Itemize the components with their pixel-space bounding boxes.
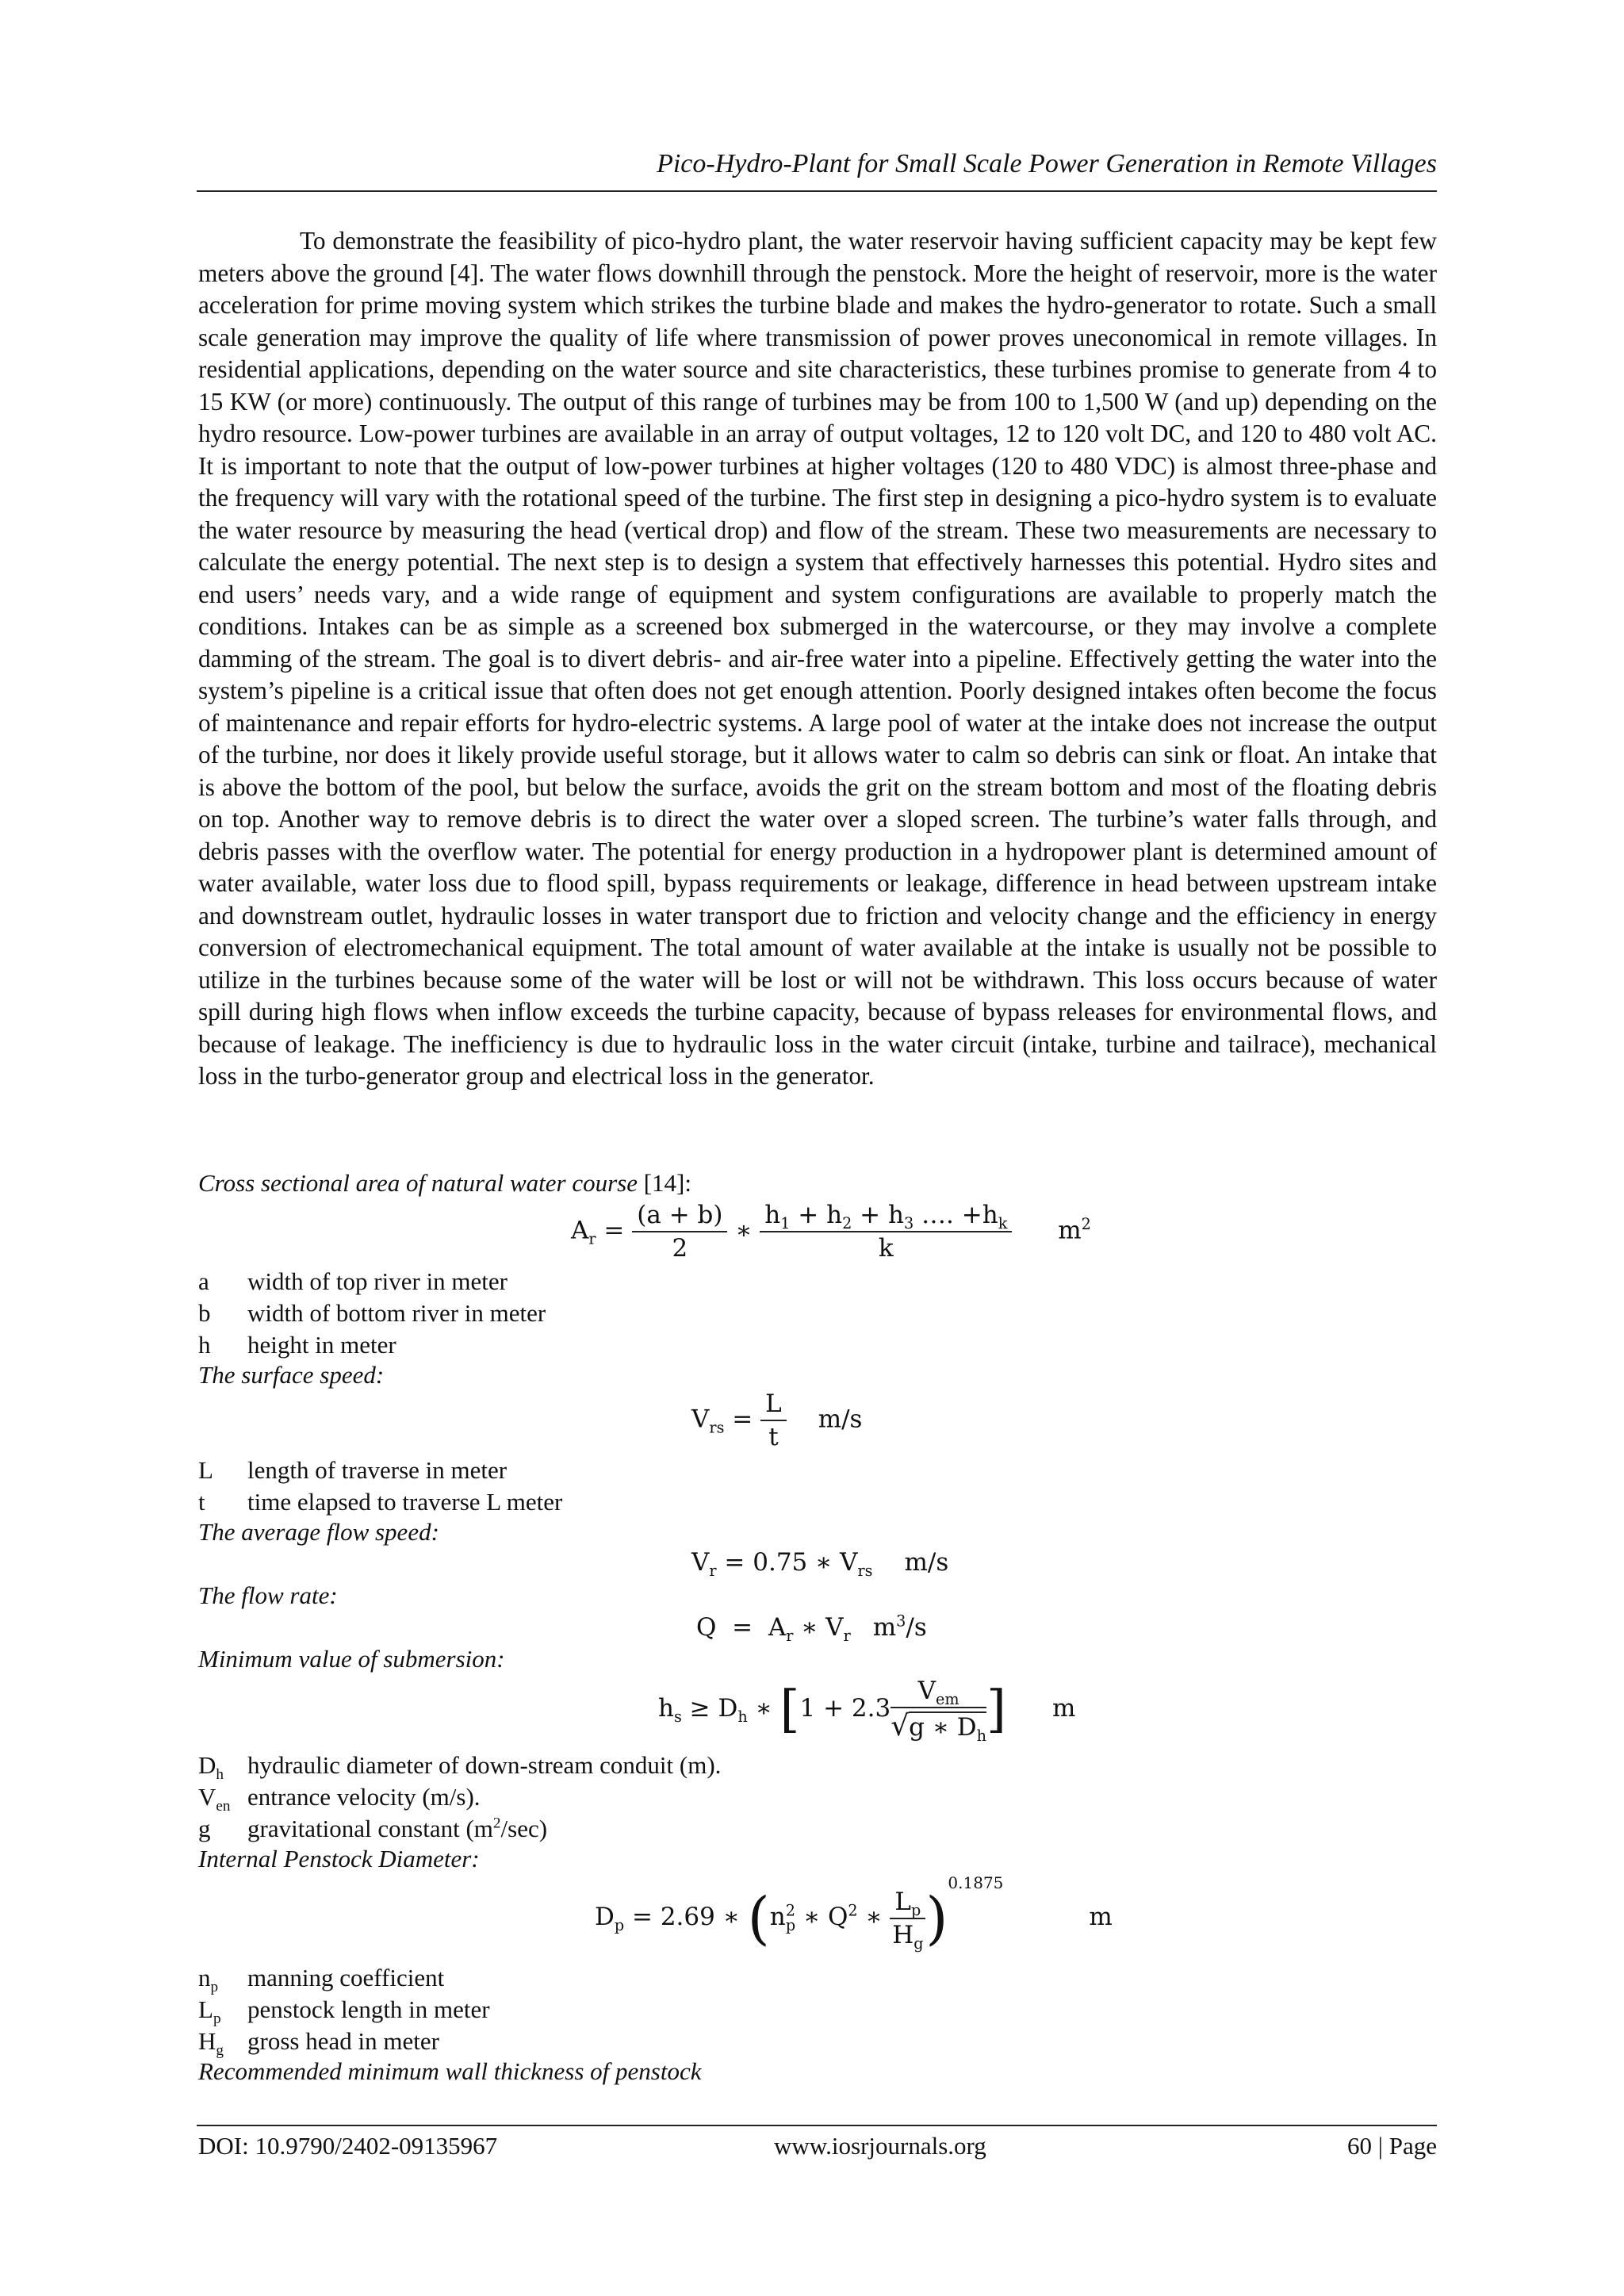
- eq-pen-den-sub: g: [914, 1934, 924, 1953]
- eq-area-lhs: A: [571, 1216, 589, 1245]
- eq-area-h1-sub: 1: [780, 1214, 791, 1233]
- def-row-L: [198, 1455, 562, 1486]
- eq-pen-rhs: = 2.69 ∗: [624, 1903, 748, 1931]
- def-symbol: h: [198, 1331, 211, 1359]
- eq-sub-lhs-sub: s: [673, 1708, 682, 1727]
- defs-speed: [198, 1455, 562, 1518]
- eq-sub-unit: m: [1052, 1694, 1076, 1723]
- def-row-np: [198, 1962, 490, 1994]
- equation-average-speed: [691, 1548, 949, 1581]
- eq-sub-den-radicand: [909, 1711, 987, 1746]
- eq-pen-lhs-sub: p: [614, 1916, 625, 1935]
- eq-pen-den: [890, 1919, 925, 1953]
- def-text: manning coefficient: [247, 1964, 445, 1991]
- def-symbol-sub: p: [210, 1979, 219, 1996]
- eq-pen-paren-left: (: [747, 1884, 770, 1952]
- def-symbol-main: H: [198, 2027, 216, 2055]
- def-text: [247, 1813, 547, 1845]
- eq-flow-unit-tail: /s: [906, 1613, 927, 1642]
- eq-pen-paren-right: ): [925, 1884, 948, 1952]
- def-symbol-main: n: [198, 1964, 211, 1991]
- def-text: length of traverse in meter: [247, 1456, 508, 1484]
- def-symbol: [198, 1962, 247, 1994]
- eq-pen-lhs: D: [595, 1903, 615, 1931]
- equation-surface-speed: [691, 1389, 862, 1451]
- def-text-sup: 2: [492, 1815, 501, 1832]
- def-symbol-main: L: [198, 1995, 213, 2023]
- def-row-b: [198, 1297, 546, 1329]
- eq-area-equals: =: [596, 1216, 633, 1245]
- eq-area-frac1-den: 2: [672, 1234, 688, 1263]
- submersion-label: Minimum value of submersion:: [198, 1645, 505, 1673]
- eq-pen-num: [890, 1888, 925, 1919]
- equation-penstock: [595, 1873, 1113, 1953]
- eq-pen-q-sup: 2: [848, 1901, 858, 1920]
- eq-surface-equals: =: [724, 1405, 761, 1434]
- def-symbol: [198, 1994, 247, 2026]
- eq-sub-frac: [891, 1677, 987, 1746]
- surface-speed-label: The surface speed:: [198, 1361, 385, 1389]
- footer-site: www.iosrjournals.org: [774, 2132, 986, 2160]
- eq-area-frac2-num: [760, 1201, 1012, 1232]
- eq-surface-lhs-sub: rs: [709, 1418, 725, 1437]
- def-text: time elapsed to traverse L meter: [247, 1488, 563, 1516]
- def-row-hg: [198, 2026, 490, 2060]
- footer-rule: [197, 2125, 1437, 2126]
- eq-flow-equals: = A: [716, 1613, 787, 1642]
- eq-pen-star: ∗: [857, 1903, 891, 1931]
- eq-area-h2-sub: 2: [842, 1214, 852, 1233]
- eq-pen-exp: 0.1875: [948, 1873, 1004, 1892]
- def-symbol: a: [198, 1267, 209, 1295]
- eq-surface-lhs: V: [691, 1405, 710, 1434]
- eq-area-h1: h: [764, 1201, 781, 1229]
- def-symbol-sub: en: [216, 1798, 231, 1815]
- eq-area-frac2: [760, 1201, 1012, 1263]
- sqrt-icon: √: [891, 1710, 910, 1742]
- eq-area-frac1: [632, 1201, 727, 1263]
- def-row-a: [198, 1266, 546, 1297]
- def-row-lp: [198, 1994, 490, 2026]
- eq-sub-den-sub: h: [976, 1727, 987, 1746]
- eq-pen-den-h: H: [892, 1920, 914, 1949]
- eq-area-hk-sub: k: [998, 1214, 1008, 1233]
- def-row-g: [198, 1813, 721, 1845]
- def-symbol: t: [198, 1488, 205, 1516]
- eq-sub-rel: ≥ D: [681, 1694, 738, 1723]
- equation-flow-rate: [696, 1612, 927, 1646]
- def-symbol: [198, 2026, 247, 2060]
- eq-sub-bracket-right: ]: [986, 1680, 1006, 1739]
- eq-sub-den-g: g ∗ D: [909, 1713, 977, 1742]
- eq-surface-unit: m/s: [818, 1405, 863, 1434]
- def-text: width of bottom river in meter: [247, 1299, 546, 1327]
- eq-avg-unit: m/s: [904, 1548, 949, 1577]
- cross-section-ref: [14]:: [637, 1169, 691, 1197]
- eq-area-h3: + h: [852, 1201, 904, 1229]
- eq-area-unit: m: [1058, 1216, 1082, 1245]
- eq-avg-rhs: = 0.75 ∗ V: [716, 1548, 858, 1577]
- eq-surface-frac: [760, 1389, 787, 1451]
- eq-area-lhs-sub: r: [588, 1229, 596, 1248]
- eq-pen-n-sup: 2: [785, 1901, 795, 1920]
- def-row-h: [198, 1329, 546, 1361]
- eq-pen-num-l: L: [894, 1887, 912, 1916]
- eq-sub-num: [891, 1677, 986, 1708]
- running-title: Pico-Hydro-Plant for Small Scale Power Generation in Remote Villages: [657, 149, 1437, 178]
- defs-penstock: [198, 1962, 490, 2060]
- eq-flow-unit-sup: 3: [896, 1612, 906, 1631]
- eq-avg-lhs: V: [691, 1548, 710, 1577]
- eq-pen-frac: [890, 1887, 925, 1953]
- equation-area: [571, 1201, 1091, 1263]
- eq-area-frac2-den: k: [878, 1234, 894, 1263]
- eq-sub-bracket-left: [: [779, 1680, 800, 1739]
- def-text: width of top river in meter: [247, 1267, 508, 1295]
- def-text: penstock length in meter: [247, 1995, 490, 2023]
- def-symbol: b: [198, 1299, 211, 1327]
- eq-sub-one: 1 + 2.3: [799, 1694, 891, 1723]
- eq-sub-num-v: V: [917, 1677, 936, 1705]
- wall-thickness-label: Recommended minimum wall thickness of penstock: [198, 2057, 702, 2085]
- def-text: height in meter: [247, 1331, 396, 1359]
- defs-area: [198, 1266, 546, 1361]
- eq-surface-num: L: [760, 1389, 787, 1421]
- penstock-label: Internal Penstock Diameter:: [198, 1845, 480, 1872]
- def-symbol: [198, 1781, 247, 1813]
- eq-pen-n: n: [769, 1903, 786, 1931]
- cross-section-label: [198, 1169, 691, 1198]
- flow-rate-label: The flow rate:: [198, 1581, 338, 1609]
- eq-pen-num-sub: p: [911, 1900, 921, 1919]
- def-text-tail: /sec): [500, 1815, 548, 1842]
- eq-flow-lhs: Q: [696, 1613, 717, 1642]
- footer-page-number: 60 | Page: [1347, 2132, 1437, 2160]
- def-symbol-main: D: [198, 1751, 216, 1779]
- eq-area-op: ∗: [727, 1216, 760, 1245]
- def-text-main: gravitational constant (m: [247, 1815, 493, 1842]
- eq-sub-d-sub: h: [737, 1708, 748, 1727]
- def-row-dh: [198, 1750, 722, 1784]
- def-row-t: [198, 1486, 562, 1518]
- def-symbol-sub: h: [216, 1766, 224, 1784]
- avg-speed-label: The average flow speed:: [198, 1518, 439, 1546]
- eq-area-hk: …. +h: [914, 1201, 998, 1229]
- def-text: entrance velocity (m/s).: [247, 1783, 481, 1811]
- def-symbol: g: [198, 1815, 211, 1842]
- eq-surface-den: t: [768, 1423, 779, 1451]
- def-symbol-sub: p: [213, 2010, 221, 2028]
- eq-pen-n-sub: p: [785, 1916, 796, 1935]
- eq-sub-num-sub: em: [936, 1690, 959, 1709]
- footer-doi: DOI: 10.9790/2402-09135967: [198, 2132, 498, 2160]
- def-text: gross head in meter: [247, 2027, 439, 2055]
- defs-submersion: [198, 1750, 721, 1845]
- eq-area-h2: + h: [790, 1201, 843, 1229]
- eq-avg-rhs-sub: rs: [857, 1562, 873, 1581]
- eq-area-frac1-num: (a + b): [632, 1201, 727, 1232]
- def-symbol-sub: g: [216, 2042, 224, 2060]
- eq-flow-mid: ∗ V: [793, 1613, 844, 1642]
- eq-sub-lhs: h: [658, 1694, 674, 1723]
- eq-flow-v-sub: r: [843, 1627, 851, 1646]
- def-symbol-main: V: [198, 1783, 216, 1811]
- def-symbol: [198, 1750, 247, 1784]
- equation-submersion: [658, 1677, 1076, 1746]
- eq-sub-den: [891, 1708, 987, 1746]
- cross-section-label-text: Cross sectional area of natural water course: [198, 1169, 638, 1197]
- def-text: hydraulic diameter of down-stream conduit (m).: [247, 1751, 722, 1779]
- def-row-ven: [198, 1781, 721, 1813]
- eq-pen-unit: m: [1089, 1903, 1113, 1931]
- eq-flow-unit: m: [872, 1613, 897, 1642]
- def-symbol: L: [198, 1456, 213, 1484]
- eq-flow-a-sub: r: [786, 1627, 794, 1646]
- eq-pen-q: ∗ Q: [795, 1903, 848, 1931]
- eq-area-h3-sub: 3: [903, 1214, 914, 1233]
- eq-sub-op: ∗: [747, 1694, 780, 1723]
- eq-avg-lhs-sub: r: [709, 1562, 717, 1581]
- header-rule: [197, 190, 1437, 192]
- body-paragraph: To demonstrate the feasibility of pico-hydro plant, the water reservoir having sufficient capacity may be kept few meters above the ground [4]. The water flows downhill through the penstock. More the height of reservoir, more is the water acceleration for prime moving system which strikes the turbine blade and makes the hydro-generator to rotate. Such a small scale generation may improve the quality of life where transmission of power proves uneconomical in remote villages. In residential applications, depending on the water source and site characteristics, these turbines promise to generate from 4 to 15 KW (or more) continuously. The output of this range of turbines may be from 100 to 1,500 W (and up) depending on the hydro resource. Low-power turbines are available in an array of output voltages, 12 to 120 volt DC, and 120 to 480 volt AC. It is important to note that the output of low-power turbines at higher voltages (120 to 480 VDC) is almost three-phase and the frequency will vary with the rotational speed of the turbine. The first step in designing a pico-hydro system is to evaluate the water resource by measuring the head (vertical drop) and flow of the stream. These two measurements are necessary to calculate the energy potential. The next step is to design a system that effectively harnesses this potential. Hydro sites and end users’ needs vary, and a wide range of equipment and system configurations are available to properly match the conditions. Intakes can be as simple as a screened box submerged in the watercourse, or they may involve a complete damming of the stream. The goal is to divert debris- and air-free water into a pipeline. Effectively getting the water into the system’s pipeline is a critical issue that often does not get enough attention. Poorly designed intakes often become the focus of maintenance and repair efforts for hydro-electric systems. A large pool of water at the intake does not increase the output of the turbine, nor does it likely provide useful storage, but it allows water to calm so debris can sink or float. An intake that is above the bottom of the pool, but below the surface, avoids the grit on the stream bottom and most of the floating debris on top. Another way to remove debris is to direct the water over a sloped screen. The turbine’s water falls through, and debris passes with the overflow water. The potential for energy production in a hydropower plant is determined amount of water available, water loss due to flood spill, bypass requirements or leakage, difference in head between upstream intake and downstream outlet, hydraulic losses in water transport due to friction and velocity change and the efficiency in energy conversion of electromechanical equipment. The total amount of water available at the intake is usually not be possible to utilize in the turbines because some of the water will be lost or will not be withdrawn. This loss occurs because of water spill during high flows when inflow exceeds the turbine capacity, because of bypass releases for environmental flows, and because of leakage. The inefficiency is due to hydraulic loss in the water circuit (intake, turbine and tailrace), mechanical loss in the turbo-generator group and electrical loss in the generator.: [198, 227, 1437, 1090]
- eq-area-unit-sup: 2: [1081, 1215, 1091, 1234]
